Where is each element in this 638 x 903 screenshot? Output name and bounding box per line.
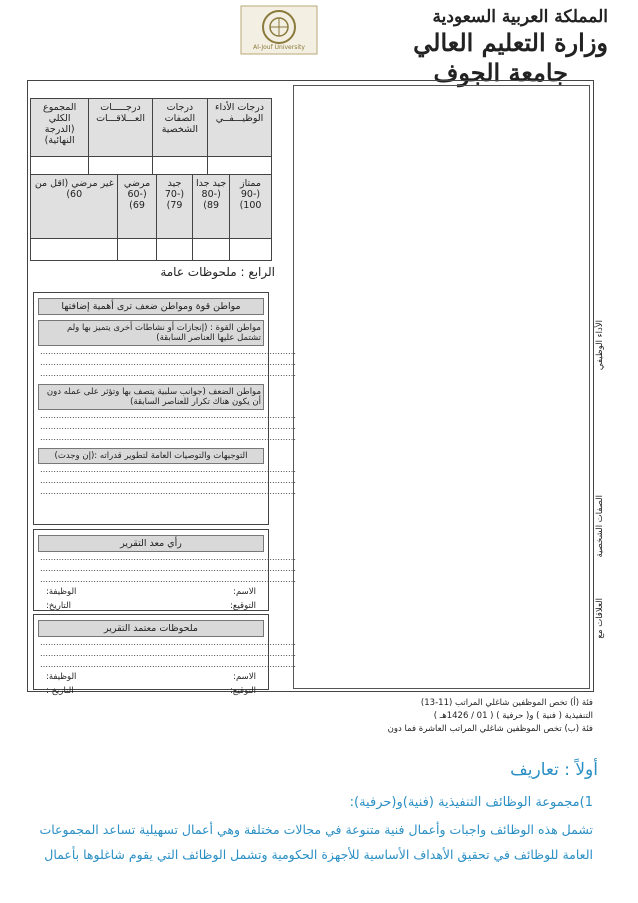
- grade-header-performance: درجات الأداء الوظيـــفــي: [208, 99, 272, 157]
- approver-line-3[interactable]: ……………………………………………………………………………………: [40, 660, 296, 669]
- preparer-sign-label: التوقيع:: [230, 601, 256, 611]
- university-name: جامعة الجوف: [433, 58, 568, 87]
- strengths-weaknesses-title: مواطن قوة ومواطن ضعف ترى أهمية إضافتها: [38, 298, 264, 315]
- section-4-title: الرابع : ملحوظات عامة: [160, 265, 275, 279]
- definition-line-1: تشمل هذه الوظائف واجبات وأعمال فنية متنوعة في مجالات مختلفة وهي أعمال تسهيلية تساعد المجموعات: [39, 822, 593, 837]
- ministry-header: [408, 6, 608, 88]
- definition-line-2: العامة للوظائف في تحقيق الأهداف الأساسية للأجهزة الحكومية وتشمل الوظائف التي يقوم شاغلوها بأعمال: [44, 847, 593, 862]
- level-name: ممتاز: [240, 178, 261, 189]
- level-good: [156, 175, 193, 239]
- level-excellent: [230, 175, 272, 239]
- level-range: (80-89): [201, 189, 221, 211]
- ministry-name: وزارة التعليم العالي: [413, 28, 608, 57]
- weaknesses-line-2[interactable]: ……………………………………………………………………………………: [40, 422, 296, 431]
- level-name: جيد: [167, 178, 182, 189]
- preparer-opinion-title: رأي معد التقرير: [38, 535, 264, 552]
- recommend-line-2[interactable]: ……………………………………………………………………………………: [40, 476, 296, 485]
- level-unsatisfactory: [31, 175, 118, 239]
- grade-header-total: المجموع الكلي (الدرجة النهائية): [31, 99, 89, 157]
- preparer-line-1[interactable]: ……………………………………………………………………………………: [40, 553, 296, 562]
- grade-header-personal: درجات الصفات الشخصية: [152, 99, 207, 157]
- strengths-weaknesses-box: [33, 292, 296, 525]
- strengths-line-2[interactable]: ……………………………………………………………………………………: [40, 358, 296, 367]
- approver-line-2[interactable]: ……………………………………………………………………………………: [40, 649, 296, 658]
- side-label-performance: الأداء الوظيفي: [595, 320, 605, 371]
- level-cell[interactable]: [118, 239, 156, 261]
- level-name: غير مرضي (اقل من 60): [34, 178, 114, 200]
- kingdom-name: المملكة العربية السعودية: [432, 7, 608, 27]
- logo-text: Al-Jouf University: [253, 44, 305, 51]
- footnote-1: فئة (أ) تخص الموظفين شاغلي المراتب (11-13): [420, 698, 593, 708]
- level-name: مرضي: [123, 178, 151, 189]
- recommend-line-3[interactable]: ……………………………………………………………………………………: [40, 487, 296, 496]
- approver-notes-title: ملحوظات معتمد التقرير: [38, 620, 264, 637]
- executive-jobs-heading: 1)مجموعة الوظائف التنفيذية (فنية)و(حرفية):: [349, 795, 593, 810]
- preparer-line-3[interactable]: ……………………………………………………………………………………: [40, 575, 296, 584]
- preparer-name-label: الاسم:: [233, 587, 256, 597]
- strengths-line-3[interactable]: ……………………………………………………………………………………: [40, 369, 296, 378]
- level-cell[interactable]: [31, 239, 118, 261]
- level-satisfactory: [118, 175, 156, 239]
- footnote-3: فئة (ب) تخص الموظفين شاغلي المراتب العاشرة فما دون: [387, 724, 593, 734]
- approver-line-1[interactable]: ……………………………………………………………………………………: [40, 638, 296, 647]
- preparer-opinion-box: [33, 529, 296, 611]
- level-range: (90-100): [239, 189, 262, 211]
- preparer-date-label: التاريخ:: [46, 601, 71, 611]
- preparer-line-2[interactable]: ……………………………………………………………………………………: [40, 564, 296, 573]
- level-cell[interactable]: [193, 239, 230, 261]
- level-cell[interactable]: [230, 239, 272, 261]
- weaknesses-label: مواطن الضعف (جوانب سلبية يتصف بها وتؤثر على عمله دون أن يكون هناك تكرار للعناصر السابقة): [38, 384, 264, 410]
- evaluation-area: [293, 85, 590, 689]
- approver-notes-box: [33, 614, 296, 696]
- approver-job-label: الوظيفة:: [46, 672, 77, 682]
- weaknesses-line-3[interactable]: ……………………………………………………………………………………: [40, 433, 296, 442]
- side-label-personal: الصفات الشخصية: [595, 495, 605, 558]
- side-label-relations: العلاقات مع: [595, 598, 605, 639]
- strengths-line-1[interactable]: ……………………………………………………………………………………: [40, 347, 296, 356]
- weaknesses-line-1[interactable]: ……………………………………………………………………………………: [40, 411, 296, 420]
- recommendations-label: التوجيهات والتوصيات العامة لتطوير قدراته :(إن وجدت): [38, 448, 264, 464]
- approver-date-label: التاريخ :: [46, 686, 74, 696]
- strengths-label: مواطن القوة : (إنجازات أو نشاطات أخرى يتميز بها ولم تشتمل عليها العناصر السابقة): [38, 320, 264, 346]
- definitions-heading: أولاً : تعاريف: [510, 760, 598, 780]
- footnote-2: التنفيذية ( فنية ) و( حرفية ) ( 01 / 1426هـ ): [433, 711, 593, 721]
- recommend-line-1[interactable]: ……………………………………………………………………………………: [40, 465, 296, 474]
- level-name: جيد جدا: [196, 178, 227, 189]
- approver-name-label: الاسم:: [233, 672, 256, 682]
- university-logo: [240, 5, 318, 55]
- grade-header-relations: درجـــــات العـــلاقـــات: [89, 99, 152, 157]
- levels-table: [30, 174, 272, 261]
- level-range: (60-69): [127, 189, 147, 211]
- level-very-good: [193, 175, 230, 239]
- approver-sign-label: التوقيع:: [230, 686, 256, 696]
- preparer-job-label: الوظيفة:: [46, 587, 77, 597]
- level-cell[interactable]: [156, 239, 193, 261]
- level-range: (70-79): [164, 189, 185, 211]
